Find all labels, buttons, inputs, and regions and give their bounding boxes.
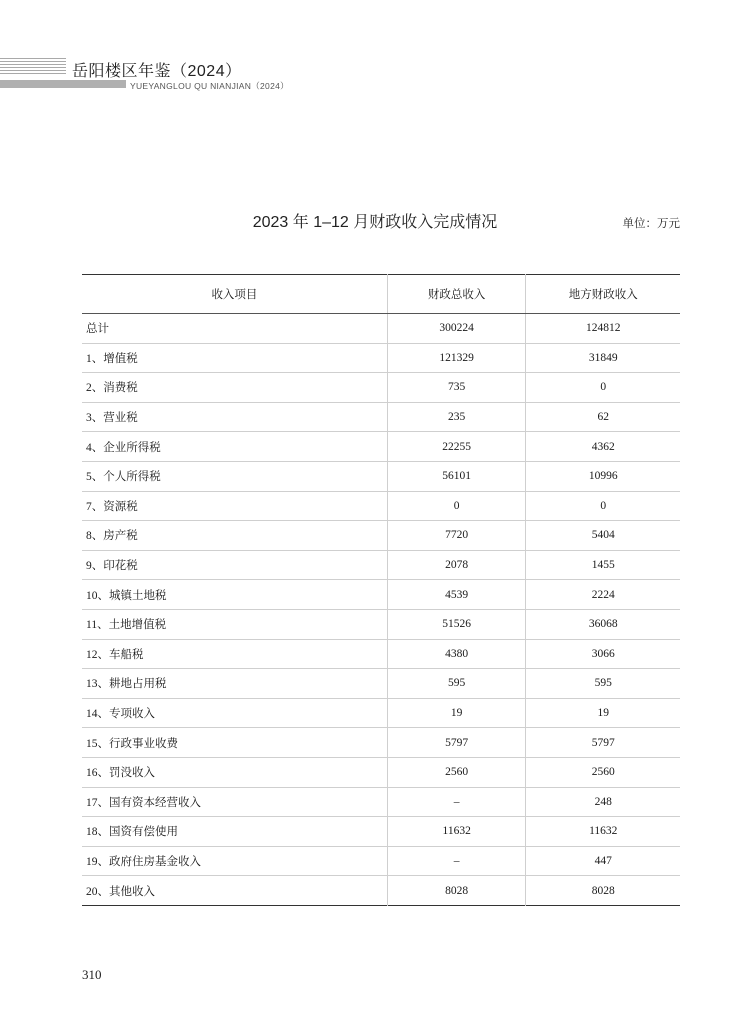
row-item-cell: 18、国资有偿使用	[82, 817, 387, 847]
table-row	[82, 343, 680, 373]
table-row	[82, 639, 680, 669]
book-subtitle: YUEYANGLOU QU NIANJIAN（2024）	[130, 81, 289, 91]
table-row	[82, 846, 680, 876]
header-decoration-lines	[0, 58, 66, 76]
row-total-cell: 4539	[387, 580, 526, 610]
row-local-cell: 447	[526, 846, 680, 876]
row-total-cell: 4380	[387, 639, 526, 669]
row-item-cell: 3、营业税	[82, 402, 387, 432]
row-total-cell: 121329	[387, 343, 526, 373]
row-item-cell: 19、政府住房基金收入	[82, 846, 387, 876]
row-item-cell: 11、土地增值税	[82, 609, 387, 639]
table-row	[82, 669, 680, 699]
table-row	[82, 609, 680, 639]
row-local-cell: 5797	[526, 728, 680, 758]
row-item-cell: 总计	[82, 314, 387, 344]
unit-label: 单位：万元	[622, 218, 680, 230]
row-local-cell: 19	[526, 698, 680, 728]
row-total-cell: 5797	[387, 728, 526, 758]
table-row	[82, 373, 680, 403]
table-row	[82, 461, 680, 491]
row-local-cell: 248	[526, 787, 680, 817]
row-local-cell: 0	[526, 491, 680, 521]
row-total-cell: –	[387, 846, 526, 876]
row-local-cell: 4362	[526, 432, 680, 462]
row-item-cell: 13、耕地占用税	[82, 669, 387, 699]
table-row	[82, 521, 680, 551]
table-row	[82, 314, 680, 344]
row-local-cell: 2224	[526, 580, 680, 610]
row-item-cell: 1、增值税	[82, 343, 387, 373]
header-decoration-bar	[0, 80, 126, 88]
revenue-table	[82, 274, 680, 906]
table-row	[82, 580, 680, 610]
column-header-total-revenue: 财政总收入	[387, 275, 526, 314]
page-number: 310	[82, 967, 102, 982]
column-header-local-revenue: 地方财政收入	[526, 275, 680, 314]
row-total-cell: 2560	[387, 757, 526, 787]
row-item-cell: 8、房产税	[82, 521, 387, 551]
row-local-cell: 11632	[526, 817, 680, 847]
column-header-item: 收入项目	[82, 275, 387, 314]
table-row	[82, 817, 680, 847]
table-row	[82, 491, 680, 521]
row-local-cell: 5404	[526, 521, 680, 551]
row-total-cell: 7720	[387, 521, 526, 551]
row-total-cell: 56101	[387, 461, 526, 491]
row-local-cell: 62	[526, 402, 680, 432]
row-local-cell: 36068	[526, 609, 680, 639]
table-row	[82, 787, 680, 817]
table-row	[82, 698, 680, 728]
row-total-cell: –	[387, 787, 526, 817]
row-item-cell: 5、个人所得税	[82, 461, 387, 491]
row-local-cell: 0	[526, 373, 680, 403]
row-item-cell: 15、行政事业收费	[82, 728, 387, 758]
row-total-cell: 735	[387, 373, 526, 403]
row-item-cell: 12、车船税	[82, 639, 387, 669]
row-total-cell: 2078	[387, 550, 526, 580]
row-total-cell: 595	[387, 669, 526, 699]
row-item-cell: 10、城镇土地税	[82, 580, 387, 610]
table-header-row	[82, 275, 680, 314]
row-local-cell: 31849	[526, 343, 680, 373]
row-item-cell: 14、专项收入	[82, 698, 387, 728]
row-total-cell: 0	[387, 491, 526, 521]
table-row	[82, 402, 680, 432]
row-local-cell: 3066	[526, 639, 680, 669]
row-item-cell: 20、其他收入	[82, 876, 387, 906]
row-local-cell: 595	[526, 669, 680, 699]
row-item-cell: 9、印花税	[82, 550, 387, 580]
row-item-cell: 16、罚没收入	[82, 757, 387, 787]
row-item-cell: 2、消费税	[82, 373, 387, 403]
row-total-cell: 300224	[387, 314, 526, 344]
row-item-cell: 17、国有资本经营收入	[82, 787, 387, 817]
row-total-cell: 11632	[387, 817, 526, 847]
row-item-cell: 4、企业所得税	[82, 432, 387, 462]
row-local-cell: 8028	[526, 876, 680, 906]
table-row	[82, 432, 680, 462]
row-local-cell: 10996	[526, 461, 680, 491]
row-item-cell: 7、资源税	[82, 491, 387, 521]
row-total-cell: 19	[387, 698, 526, 728]
table-title: 2023 年 1–12 月财政收入完成情况	[252, 214, 498, 231]
row-local-cell: 1455	[526, 550, 680, 580]
row-total-cell: 8028	[387, 876, 526, 906]
row-total-cell: 22255	[387, 432, 526, 462]
row-local-cell: 124812	[526, 314, 680, 344]
book-title: 岳阳楼区年鉴（2024）	[72, 63, 242, 80]
table-row	[82, 728, 680, 758]
row-total-cell: 235	[387, 402, 526, 432]
row-total-cell: 51526	[387, 609, 526, 639]
row-local-cell: 2560	[526, 757, 680, 787]
table-row	[82, 550, 680, 580]
table-row	[82, 757, 680, 787]
table-row	[82, 876, 680, 906]
